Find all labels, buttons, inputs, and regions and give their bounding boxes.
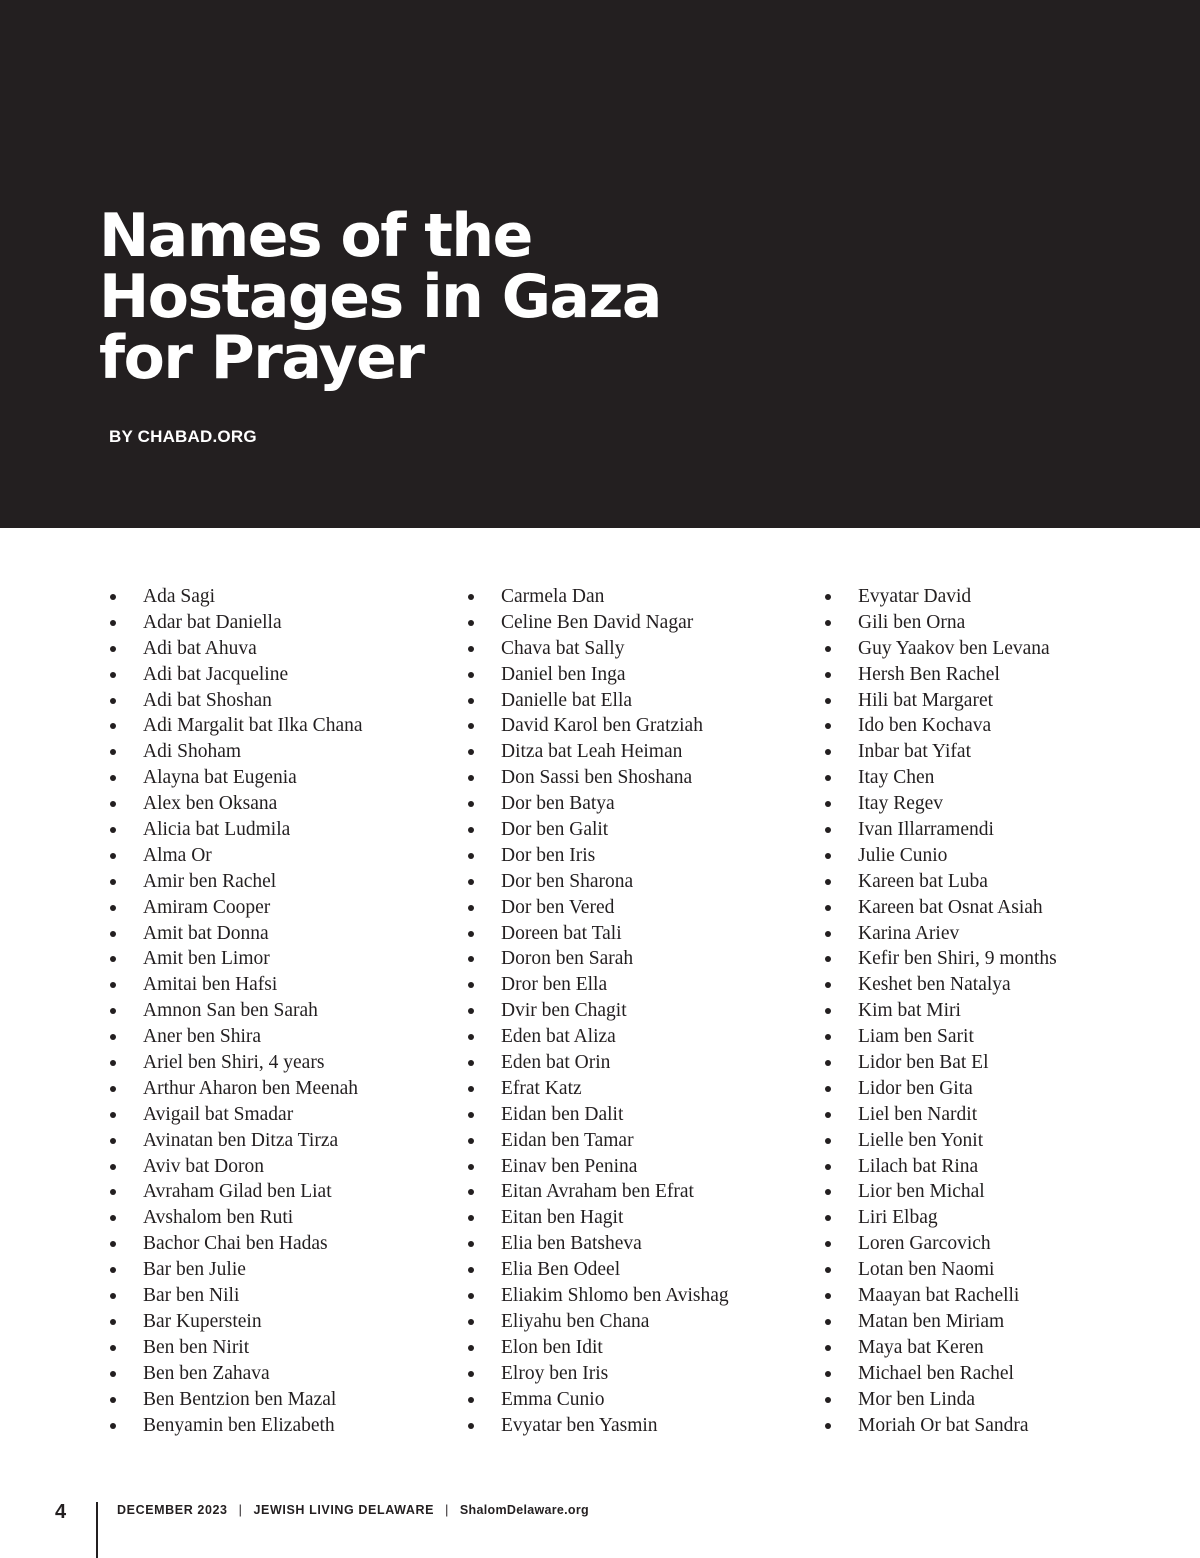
list-item: Bar ben Nili xyxy=(109,1283,363,1309)
list-item: Evyatar David xyxy=(824,584,1057,610)
list-item: Hersh Ben Rachel xyxy=(824,662,1057,688)
footer-separator: | xyxy=(238,1503,243,1517)
list-item: Michael ben Rachel xyxy=(824,1361,1057,1387)
list-item: Lilach bat Rina xyxy=(824,1154,1057,1180)
names-column-2 xyxy=(467,584,729,1438)
list-item: Lidor ben Bat El xyxy=(824,1050,1057,1076)
list-item: Lielle ben Yonit xyxy=(824,1128,1057,1154)
list-item: Aner ben Shira xyxy=(109,1024,363,1050)
list-item: Kim bat Miri xyxy=(824,998,1057,1024)
list-item: Adi bat Shoshan xyxy=(109,688,363,714)
list-item: Eidan ben Tamar xyxy=(467,1128,729,1154)
list-item: Elia Ben Odeel xyxy=(467,1257,729,1283)
list-item: Elon ben Idit xyxy=(467,1335,729,1361)
list-item: Itay Chen xyxy=(824,765,1057,791)
list-item: Amiram Cooper xyxy=(109,895,363,921)
page-footer xyxy=(0,1490,1200,1558)
footer-divider xyxy=(96,1502,98,1558)
footer-date: DECEMBER 2023 xyxy=(117,1503,228,1517)
list-item: Elia ben Batsheva xyxy=(467,1231,729,1257)
list-item: Daniel ben Inga xyxy=(467,662,729,688)
footer-website-link[interactable]: ShalomDelaware.org xyxy=(459,1503,589,1517)
list-item: Kefir ben Shiri, 9 months xyxy=(824,946,1057,972)
list-item: Guy Yaakov ben Levana xyxy=(824,636,1057,662)
list-item: Dor ben Batya xyxy=(467,791,729,817)
list-item: Ivan Illarramendi xyxy=(824,817,1057,843)
list-item: Amir ben Rachel xyxy=(109,869,363,895)
list-item: Eden bat Aliza xyxy=(467,1024,729,1050)
list-item: Celine Ben David Nagar xyxy=(467,610,729,636)
list-item: Amnon San ben Sarah xyxy=(109,998,363,1024)
list-item: Avinatan ben Ditza Tirza xyxy=(109,1128,363,1154)
list-item: Elroy ben Iris xyxy=(467,1361,729,1387)
list-item: Liel ben Nardit xyxy=(824,1102,1057,1128)
list-item: Mor ben Linda xyxy=(824,1387,1057,1413)
list-item: Evyatar ben Yasmin xyxy=(467,1413,729,1439)
footer-info xyxy=(117,1503,589,1517)
list-item: Loren Garcovich xyxy=(824,1231,1057,1257)
list-item: Itay Regev xyxy=(824,791,1057,817)
list-item: Bachor Chai ben Hadas xyxy=(109,1231,363,1257)
list-item: Karina Ariev xyxy=(824,921,1057,947)
list-item: Lidor ben Gita xyxy=(824,1076,1057,1102)
list-item: Bar Kuperstein xyxy=(109,1309,363,1335)
list-item: Ada Sagi xyxy=(109,584,363,610)
list-item: Ben Bentzion ben Mazal xyxy=(109,1387,363,1413)
list-item: Carmela Dan xyxy=(467,584,729,610)
list-item: Avigail bat Smadar xyxy=(109,1102,363,1128)
list-item: Dor ben Galit xyxy=(467,817,729,843)
names-column-1 xyxy=(109,584,363,1438)
list-item: Eden bat Orin xyxy=(467,1050,729,1076)
list-item: Doreen bat Tali xyxy=(467,921,729,947)
list-item: Danielle bat Ella xyxy=(467,688,729,714)
footer-publication: JEWISH LIVING DELAWARE xyxy=(253,1503,435,1517)
list-item: Alayna bat Eugenia xyxy=(109,765,363,791)
title-line-3: for Prayer xyxy=(99,323,424,393)
list-item: Hili bat Margaret xyxy=(824,688,1057,714)
list-item: Adi bat Jacqueline xyxy=(109,662,363,688)
title-line-2: Hostages in Gaza xyxy=(99,262,661,332)
list-item: Maayan bat Rachelli xyxy=(824,1283,1057,1309)
list-item: Amit ben Limor xyxy=(109,946,363,972)
list-item: Alicia bat Ludmila xyxy=(109,817,363,843)
list-item: Benyamin ben Elizabeth xyxy=(109,1413,363,1439)
list-item: Efrat Katz xyxy=(467,1076,729,1102)
list-item: Amitai ben Hafsi xyxy=(109,972,363,998)
header-band xyxy=(0,0,1200,528)
list-item: Ariel ben Shiri, 4 years xyxy=(109,1050,363,1076)
list-item: Einav ben Penina xyxy=(467,1154,729,1180)
list-item: Inbar bat Yifat xyxy=(824,739,1057,765)
list-item: Dvir ben Chagit xyxy=(467,998,729,1024)
list-item: Ditza bat Leah Heiman xyxy=(467,739,729,765)
list-item: Eliakim Shlomo ben Avishag xyxy=(467,1283,729,1309)
list-item: Avshalom ben Ruti xyxy=(109,1205,363,1231)
page-title xyxy=(99,201,661,393)
list-item: Dror ben Ella xyxy=(467,972,729,998)
list-item: Amit bat Donna xyxy=(109,921,363,947)
list-item: Dor ben Vered xyxy=(467,895,729,921)
list-item: Bar ben Julie xyxy=(109,1257,363,1283)
list-item: Adar bat Daniella xyxy=(109,610,363,636)
list-item: Emma Cunio xyxy=(467,1387,729,1413)
list-item: Matan ben Miriam xyxy=(824,1309,1057,1335)
list-item: Avraham Gilad ben Liat xyxy=(109,1179,363,1205)
list-item: Dor ben Sharona xyxy=(467,869,729,895)
list-item: Kareen bat Osnat Asiah xyxy=(824,895,1057,921)
title-line-1: Names of the xyxy=(99,201,532,271)
list-item: Aviv bat Doron xyxy=(109,1154,363,1180)
footer-separator: | xyxy=(445,1503,449,1517)
list-item: Adi bat Ahuva xyxy=(109,636,363,662)
list-item: David Karol ben Gratziah xyxy=(467,713,729,739)
list-item: Liam ben Sarit xyxy=(824,1024,1057,1050)
list-item: Keshet ben Natalya xyxy=(824,972,1057,998)
list-item: Eidan ben Dalit xyxy=(467,1102,729,1128)
list-item: Adi Shoham xyxy=(109,739,363,765)
list-item: Gili ben Orna xyxy=(824,610,1057,636)
names-column-3 xyxy=(824,584,1057,1438)
list-item: Adi Margalit bat Ilka Chana xyxy=(109,713,363,739)
list-item: Don Sassi ben Shoshana xyxy=(467,765,729,791)
list-item: Julie Cunio xyxy=(824,843,1057,869)
list-item: Ben ben Zahava xyxy=(109,1361,363,1387)
list-item: Maya bat Keren xyxy=(824,1335,1057,1361)
list-item: Eliyahu ben Chana xyxy=(467,1309,729,1335)
list-item: Alma Or xyxy=(109,843,363,869)
list-item: Lotan ben Naomi xyxy=(824,1257,1057,1283)
list-item: Moriah Or bat Sandra xyxy=(824,1413,1057,1439)
list-item: Eitan Avraham ben Efrat xyxy=(467,1179,729,1205)
list-item: Ben ben Nirit xyxy=(109,1335,363,1361)
list-item: Kareen bat Luba xyxy=(824,869,1057,895)
list-item: Doron ben Sarah xyxy=(467,946,729,972)
list-item: Alex ben Oksana xyxy=(109,791,363,817)
list-item: Liri Elbag xyxy=(824,1205,1057,1231)
byline: BY CHABAD.ORG xyxy=(109,427,257,446)
list-item: Chava bat Sally xyxy=(467,636,729,662)
list-item: Lior ben Michal xyxy=(824,1179,1057,1205)
list-item: Dor ben Iris xyxy=(467,843,729,869)
page-number: 4 xyxy=(55,1501,67,1523)
list-item: Eitan ben Hagit xyxy=(467,1205,729,1231)
list-item: Ido ben Kochava xyxy=(824,713,1057,739)
list-item: Arthur Aharon ben Meenah xyxy=(109,1076,363,1102)
